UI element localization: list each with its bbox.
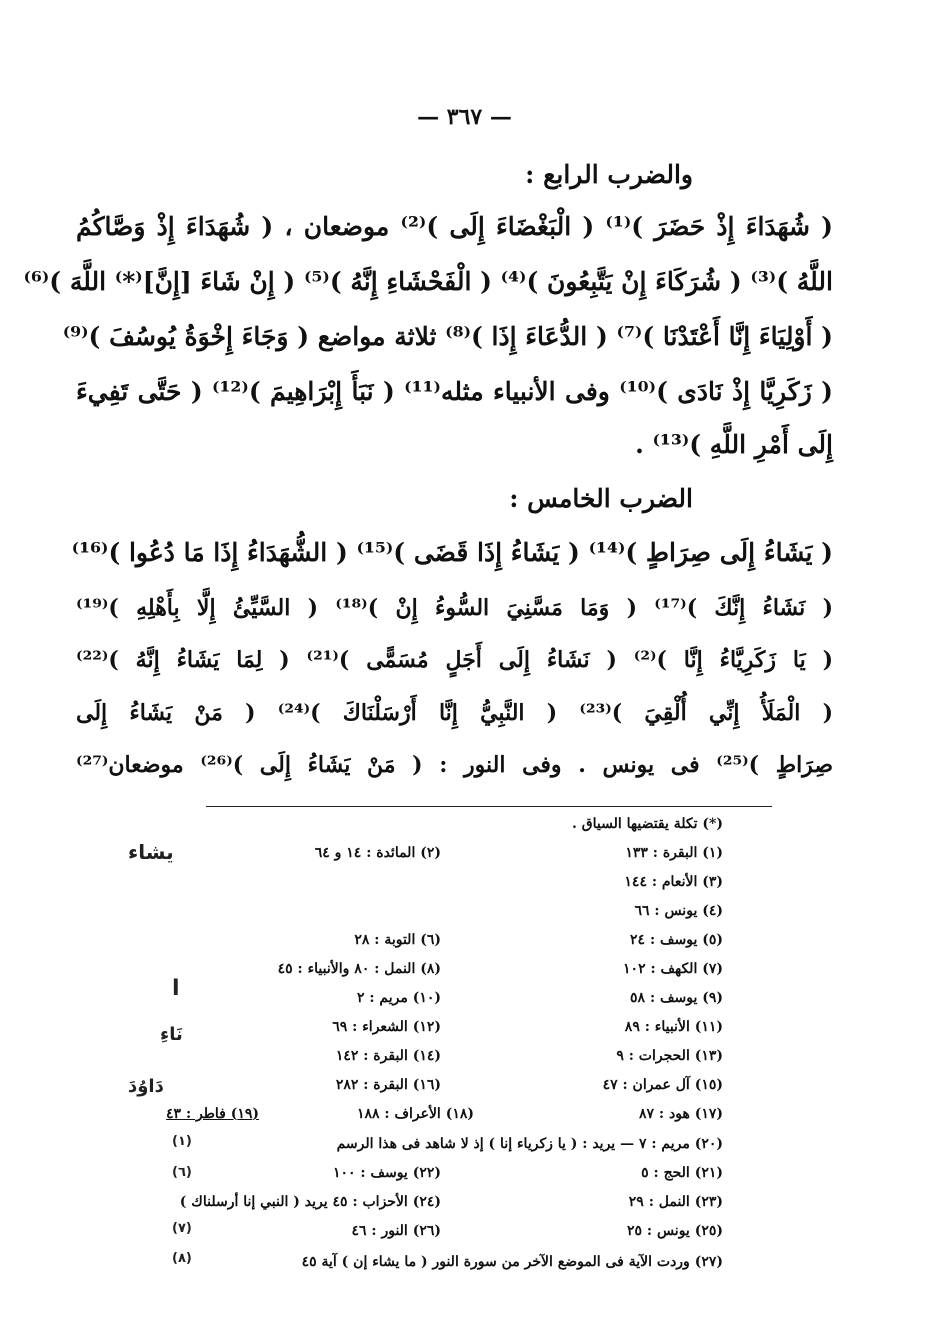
footnote: (١٠) مريم : ٢ [356, 990, 441, 1006]
footnote: (*) تكلة يقتضيها السياق . [572, 816, 723, 832]
text-line: صِرَاطٍ )⁽²⁵⁾ فى يونس . وفى النور : ( مَنْ يَشَاءُ إِلَى )⁽²⁶⁾ موضعان⁽²⁷⁾ [76, 752, 834, 778]
text-line: ( يَا زَكَرِيَّاءُ إِنَّا )⁽²⁾ ( نَشَاءُ إِلَى أَجَلٍ مُسَمًّى )⁽²¹⁾ ( لِمَا يَشَاءُ إِنَّهُ )⁽²²⁾ [76, 647, 834, 673]
footnote: (٩) يوسف : ٥٨ [630, 990, 723, 1006]
footnote: (٧) الكهف : ١٠٢ [623, 961, 723, 977]
footnote: (١٩) فاطر : ٤٣ [166, 1106, 259, 1122]
section-heading-5: الضرب الخامس : [509, 484, 693, 513]
footnote: (١٢) الشعراء : ٦٩ [332, 1019, 441, 1035]
margin-note: (٧) [172, 1221, 192, 1236]
footnote: (١) البقرة : ١٣٣ [625, 845, 723, 861]
footnote: (٦) التوبة : ٢٨ [354, 932, 441, 948]
footnote: (٢٦) النور : ٤٦ [351, 1223, 441, 1239]
margin-note: (٨) [172, 1251, 192, 1266]
footnote: (٨) النمل : ٨٠ والأنبياء : ٤٥ [277, 961, 441, 977]
margin-note: دَاوُدَ [128, 1076, 164, 1097]
footnote: (٥) يوسف : ٢٤ [630, 932, 723, 948]
footnote: (٢) المائدة : ١٤ و ٦٤ [314, 845, 441, 861]
text-line: ( يَشَاءُ إِلَى صِرَاطٍ )⁽¹⁴⁾ ( يَشَاءُ إِذَا قَضَى )⁽¹⁵⁾ ( الشُّهَدَاءُ إِذَا مَا دُعُوا )⁽¹⁶⁾ [71, 538, 833, 567]
margin-note: (٦) [172, 1165, 192, 1180]
footnote: (٢٤) الأحزاب : ٤٥ يريد ( النبي إنا أرسلناك ) [179, 1194, 441, 1210]
footnote: (١٧) هود : ٨٧ [639, 1106, 723, 1122]
page-number: — ٣٦٧ — [417, 104, 512, 130]
margin-note: (١) [172, 1134, 192, 1149]
footnote: (٢٢) يوسف : ١٠٠ [333, 1165, 441, 1181]
footnote: (١٦) البقرة : ٢٨٢ [335, 1077, 441, 1093]
text-line: إِلَى أَمْرِ اللَّهِ )⁽¹³⁾ . [635, 430, 833, 459]
footnote: (٢٥) يونس : ٢٥ [626, 1223, 723, 1239]
footnote: (٢٣) النمل : ٢٩ [628, 1194, 723, 1210]
footnote: (١٤) البقرة : ١٤٢ [335, 1048, 441, 1064]
footnote: (٢٧) وردت الآية فى الموضع الآخر من سورة النور ( ما يشاء إن ) آية ٤٥ [301, 1254, 723, 1270]
footnote: (٣) الأنعام : ١٤٤ [624, 874, 723, 890]
text-line: ( شُهَدَاءَ إِذْ حَضَرَ )⁽¹⁾ ( الْبَغْضَاءَ إِلَى )⁽²⁾ موضعان ، ( شُهَدَاءَ إِذْ وَصَّاكُمُ [76, 212, 834, 241]
margin-note: يشاء [128, 840, 174, 864]
text-line: ( الْمَلَأُ إِنِّي أُلْقِيَ )⁽²³⁾ ( النَّبِيُّ إِنَّا أَرْسَلْنَاكَ )⁽²⁴⁾ ( مَنْ يَشَاءُ إِلَى [76, 700, 833, 726]
text-line: ( نَشَاءُ إِنَّكَ )⁽¹⁷⁾ ( وَمَا مَسَّنِيَ السُّوءُ إِنْ )⁽¹⁸⁾ ( السَّيِّئُ إِلَّا بِأَهْلِهِ )⁽¹⁹⁾ [76, 595, 834, 621]
footnote: (٢١) الحج : ٥ [641, 1165, 723, 1181]
footnote: (٢٠) مريم : ٧ — يريد : ( يا زكرياء إنا ) إذ لا شاهد فى هذا الرسم [336, 1136, 723, 1152]
footnote-divider [206, 806, 772, 807]
footnote: (١٥) آل عمران : ٤٧ [602, 1077, 723, 1093]
footnote: (١٣) الحجرات : ٩ [616, 1048, 723, 1064]
section-heading-4: والضرب الرابع : [525, 160, 693, 189]
footnote: (٤) يونس : ٦٦ [634, 903, 723, 919]
text-line: ( أَوْلِيَاءَ إِنَّا أَعْتَدْنَا )⁽⁷⁾ ( الدُّعَاءَ إِذَا )⁽⁸⁾ ثلاثة مواضع ( وَجَاءَ إِخْوَةُ يُوسُفَ )⁽⁹⁾ [62, 322, 833, 351]
text-line: ( زَكَرِيَّا إِذْ نَادَى )⁽¹⁰⁾ وفى الأنبياء مثله⁽¹¹⁾ ( نَبَأَ إِبْرَاهِيمَ )⁽¹²⁾ ( حَتَّى تَفِيءَ [76, 377, 833, 406]
margin-note: نَاءِ [160, 1024, 183, 1045]
footnote: (١١) الأنبياء : ٨٩ [624, 1019, 723, 1035]
text-line: اللَّهُ )⁽³⁾ ( شُرَكَاءَ إِنْ يَتَّبِعُونَ )⁽⁴⁾ ( الْفَحْشَاءِ إِنَّهُ )⁽⁵⁾ ( إِنْ شَاءَ [إِنَّ]⁽*⁾ اللَّهَ )⁽⁶⁾ [23, 267, 833, 296]
margin-note: ا [172, 976, 180, 1001]
footnote: (١٨) الأعراف : ١٨٨ [356, 1106, 474, 1122]
